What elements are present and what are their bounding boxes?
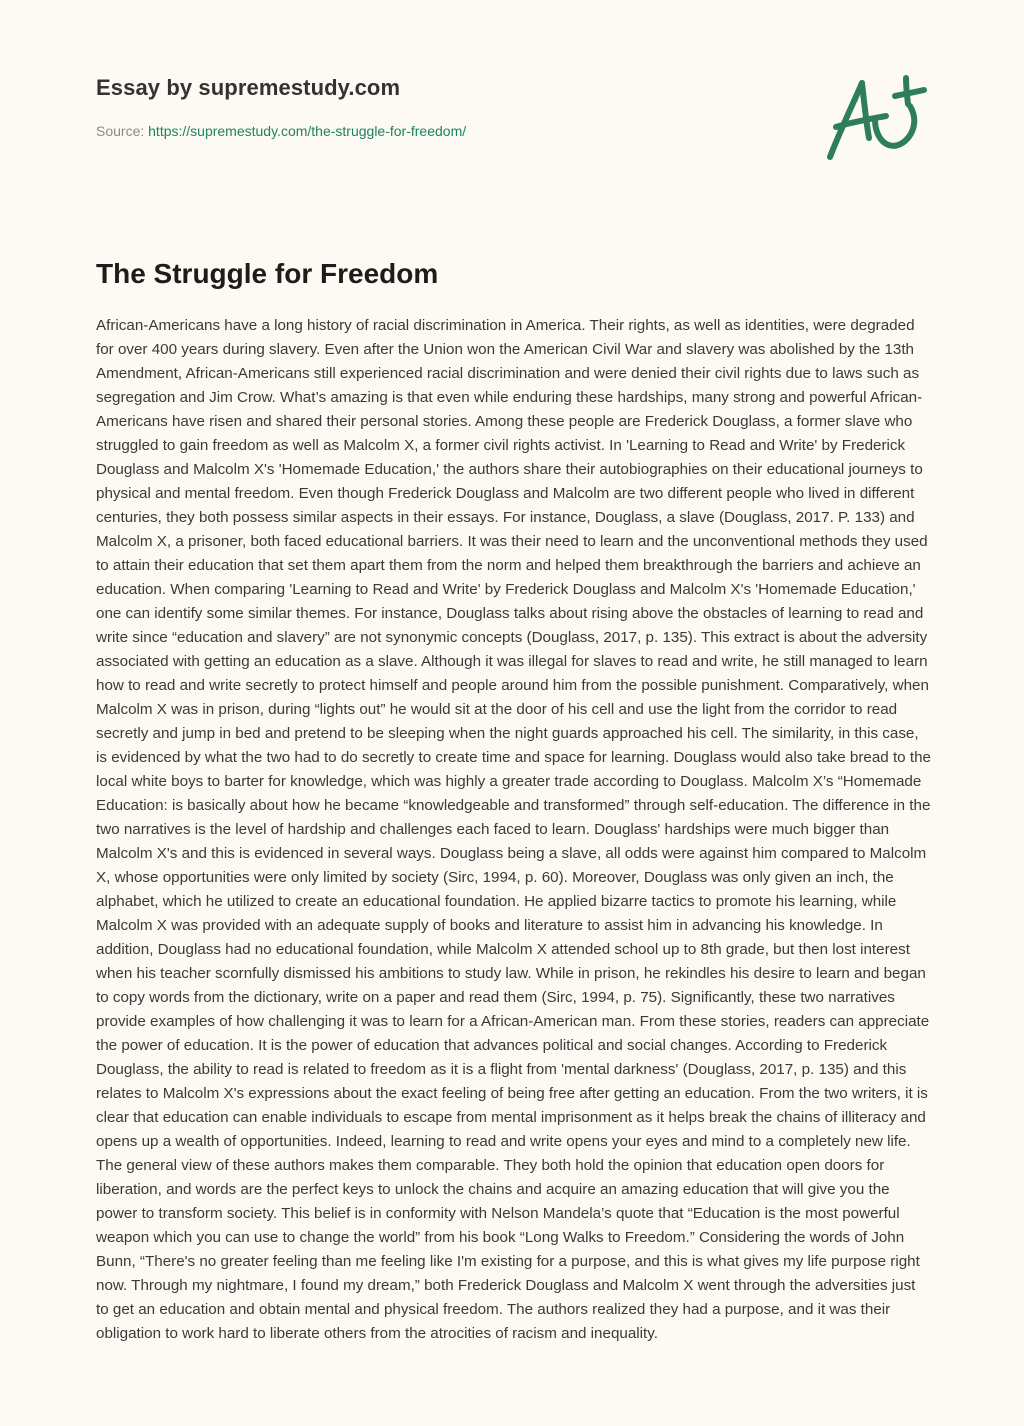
source-link[interactable]: https://supremestudy.com/the-struggle-for-freedom/ — [148, 123, 467, 139]
source-line — [96, 122, 796, 140]
essay-body: African-Americans have a long history of racial discrimination in America. Their rights, as well as identities, were degraded for over 400 years during slavery. Even after the Union won the American Civil War and slavery was abolished by the 13th Amendment, African-Americans still experienced racial discrimination and were denied their civil rights due to laws such as segregation and Jim Crow. What’s amazing is that even while enduring these hardships, many strong and powerful African-Americans have risen and shared their personal stories. Among these people are Frederick Douglass, a former slave who struggled to gain freedom as well as Malcolm X, a former civil rights activist. In 'Learning to Read and Write' by Frederick Douglass and Malcolm X's 'Homemade Education,' the authors share their autobiographies on their educational journeys to physical and mental freedom. Even though Frederick Douglass and Malcolm are two different people who lived in different centuries, they both possess similar aspects in their essays. For instance, Douglass, a slave (Douglass, 2017. P. 133) and Malcolm X, a prisoner, both faced educational barriers. It was their need to learn and the unconventional methods they used to attain their education that set them apart them from the norm and helped them breakthrough the barriers and achieve an education. When comparing 'Learning to Read and Write' by Frederick Douglass and Malcolm X's 'Homemade Education,' one can identify some similar themes. For instance, Douglass talks about rising above the obstacles of learning to read and write since “education and slavery” are not synonymic concepts (Douglass, 2017, p. 135). This extract is about the adversity associated with getting an education as a slave. Although it was illegal for slaves to read and write, he still managed to learn how to read and write secretly to protect himself and people around him from the possible punishment. Comparatively, when Malcolm X was in prison, during “lights out” he would sit at the door of his cell and use the light from the corridor to read secretly and jump in bed and pretend to be sleeping when the night guards approached his cell. The similarity, in this case, is evidenced by what the two had to do secretly to create time and space for learning. Douglass would also take bread to the local white boys to barter for knowledge, which was highly a greater trade according to Douglass. Malcolm X’s “Homemade Education: is basically about how he became “knowledgeable and transformed” through self-education. The difference in the two narratives is the level of hardship and challenges each faced to learn. Douglass' hardships were much bigger than Malcolm X's and this is evidenced in several ways. Douglass being a slave, all odds were against him compared to Malcolm X, whose opportunities were only limited by society (Sirc, 1994, p. 60). Moreover, Douglass was only given an inch, the alphabet, which he utilized to create an educational foundation. He applied bizarre tactics to promote his learning, while Malcolm X was provided with an adequate supply of books and literature to assist him in advancing his knowledge. In addition, Douglass had no educational foundation, while Malcolm X attended school up to 8th grade, but then lost interest when his teacher scornfully dismissed his ambitions to study law. While in prison, he rekindles his desire to learn and began to copy words from the dictionary, write on a paper and read them (Sirc, 1994, p. 75). Significantly, these two narratives provide examples of how challenging it was to learn for a African-American man. From these stories, readers can appreciate the power of education. It is the power of education that advances political and social changes. According to Frederick Douglass, the ability to read is related to freedom as it is a flight from 'mental darkness' (Douglass, 2017, p. 135) and this relates to Malcolm X's expressions about the exact feeling of being free after getting an education. From the two writers, it is clear that education can enable individuals to escape from mental imprisonment as it helps break the chains of illiteracy and opens up a wealth of opportunities. Indeed, learning to read and write opens your eyes and mind to a completely new life. The general view of these authors makes them comparable. They both hold the opinion that education open doors for liberation, and words are the perfect keys to unlock the chains and acquire an amazing education that will give you the power to transform society. This belief is in conformity with Nelson Mandela’s quote that “Education is the most powerful weapon which you can use to change the world” from his book “Long Walks to Freedom.” Considering the words of John Bunn, “There's no greater feeling than me feeling like I'm existing for a purpose, and this is what gives my life purpose right now. Through my nightmare, I found my dream,” both Frederick Douglass and Malcolm X went through the adversities just to get an education and obtain mental and physical freedom. The authors realized they had a purpose, and it was their obligation to work hard to liberate others from the atrocities of racism and inequality. — [96, 317, 931, 1342]
source-label: Source: — [96, 123, 149, 139]
a-plus-grade-icon — [820, 66, 930, 166]
essay-title: The Struggle for Freedom — [96, 258, 439, 289]
essay-header — [96, 73, 796, 140]
site-title: Essay by supremestudy.com — [96, 75, 401, 100]
